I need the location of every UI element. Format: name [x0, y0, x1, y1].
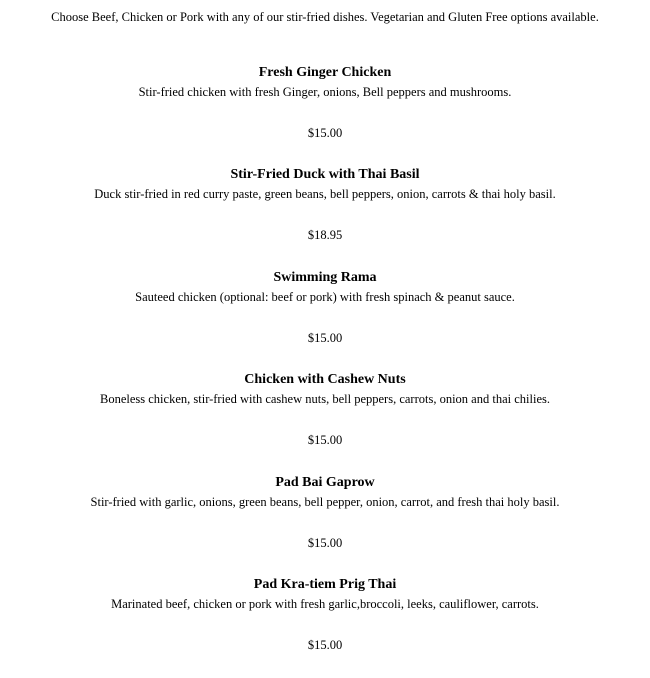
menu-item: [0, 576, 650, 678]
item-description: Boneless chicken, stir-fried with cashew nuts, bell peppers, carrots, onion and thai chilies.: [100, 392, 550, 407]
item-name: Fresh Ginger Chicken: [258, 65, 392, 80]
menu-intro: Choose Beef, Chicken or Pork with any of our stir-fried dishes. Vegetarian and Gluten Free options available.: [51, 10, 599, 24]
menu-list: [0, 64, 650, 678]
item-name: Swimming Rama: [273, 269, 377, 285]
item-description: Marinated beef, chicken or pork with fresh garlic,broccoli, leeks, cauliflower, carrots.: [111, 596, 539, 611]
item-description: Stir-fried chicken with fresh Ginger, onions, Bell peppers and mushrooms.: [138, 85, 512, 99]
menu-item: [0, 269, 650, 371]
item-price: $18.95: [307, 228, 343, 243]
item-description: Stir-fried with garlic, onions, green beans, bell pepper, onion, carrot, and fresh thai holy basil.: [90, 494, 560, 509]
menu-item: [0, 474, 650, 576]
menu-item: [0, 166, 650, 268]
item-price: $15.00: [307, 433, 343, 448]
item-name: Pad Bai Gaprow: [275, 474, 375, 490]
item-name: Chicken with Cashew Nuts: [244, 372, 406, 388]
menu-item: [0, 371, 650, 473]
item-price: $15.00: [307, 126, 343, 140]
menu-item: [0, 64, 650, 166]
item-price: $15.00: [307, 535, 343, 550]
item-price: $15.00: [307, 637, 343, 652]
item-name: Pad Kra-tiem Prig Thai: [253, 576, 397, 592]
item-price: $15.00: [307, 330, 343, 345]
item-description: Sauteed chicken (optional: beef or pork) with fresh spinach & peanut sauce.: [135, 289, 515, 304]
item-name: Stir-Fried Duck with Thai Basil: [230, 167, 420, 183]
item-description: Duck stir-fried in red curry paste, green beans, bell peppers, onion, carrots & thai holy basil.: [94, 187, 556, 202]
